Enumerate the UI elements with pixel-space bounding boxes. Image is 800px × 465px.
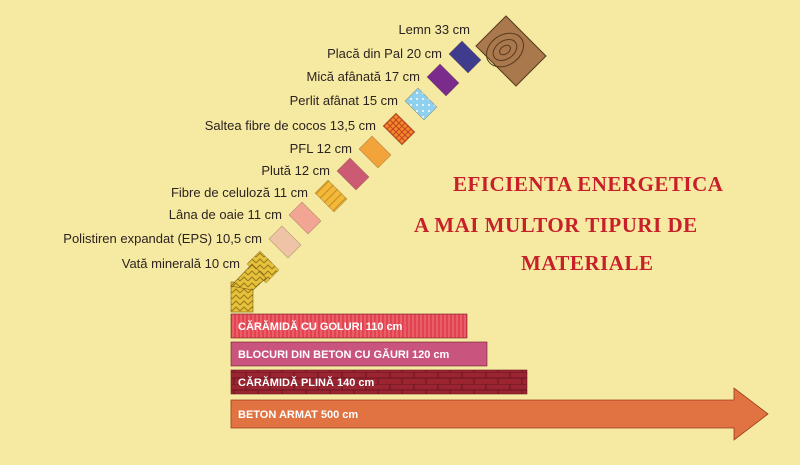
- bar-label-blocuri-din-beton-cu-gauri-120-cm: BLOCURI DIN BETON CU GĂURI 120 cm: [238, 349, 450, 361]
- block-polistiren-expandat-eps-10-5-cm: [269, 226, 301, 258]
- title-line-2: A MAI MULTOR TIPURI DE: [414, 213, 698, 237]
- block-pluta-12-cm: [337, 158, 369, 190]
- wood-block: [476, 16, 546, 86]
- label-pfl-12-cm: PFL 12 cm: [289, 141, 352, 156]
- block-mica-afanata-17-cm: [427, 64, 459, 96]
- block-saltea-fibre-de-cocos-13-5-cm: [383, 113, 415, 145]
- label-pluta-12-cm: Plută 12 cm: [261, 163, 330, 178]
- label-lana-de-oaie-11-cm: Lâna de oaie 11 cm: [168, 207, 282, 222]
- bar-label-caramida-plina-140-cm: CĂRĂMIDĂ PLINĂ 140 cm: [238, 377, 375, 389]
- label-vata-minerala-10-cm: Vată minerală 10 cm: [121, 256, 240, 271]
- label-placa-din-pal-20-cm: Placă din Pal 20 cm: [327, 46, 442, 61]
- block-lana-de-oaie-11-cm: [289, 202, 321, 234]
- label-saltea-fibre-de-cocos-13-5-cm: Saltea fibre de cocos 13,5 cm: [204, 118, 376, 133]
- bar-label-beton-armat-500-cm: BETON ARMAT 500 cm: [238, 409, 359, 421]
- title-line-3: MATERIALE: [521, 251, 654, 275]
- label-mica-afanata-17-cm: Mică afânată 17 cm: [306, 69, 420, 84]
- block-fibre-de-celuloza-11-cm: [315, 180, 347, 212]
- block-pfl-12-cm: [359, 136, 391, 168]
- label-fibre-de-celuloza-11-cm: Fibre de celuloză 11 cm: [170, 185, 308, 200]
- label-perlit-afanat-15-cm: Perlit afânat 15 cm: [289, 93, 398, 108]
- label-lemn-33-cm: Lemn 33 cm: [398, 22, 470, 37]
- label-polistiren-expandat-eps-10-5-cm: Polistiren expandat (EPS) 10,5 cm: [63, 231, 262, 246]
- block-perlit-afanat-15-cm: [405, 88, 437, 120]
- title-line-1: EFICIENTA ENERGETICA: [453, 172, 724, 196]
- bar-label-caramida-cu-goluri-110-cm: CĂRĂMIDĂ CU GOLURI 110 cm: [238, 321, 403, 333]
